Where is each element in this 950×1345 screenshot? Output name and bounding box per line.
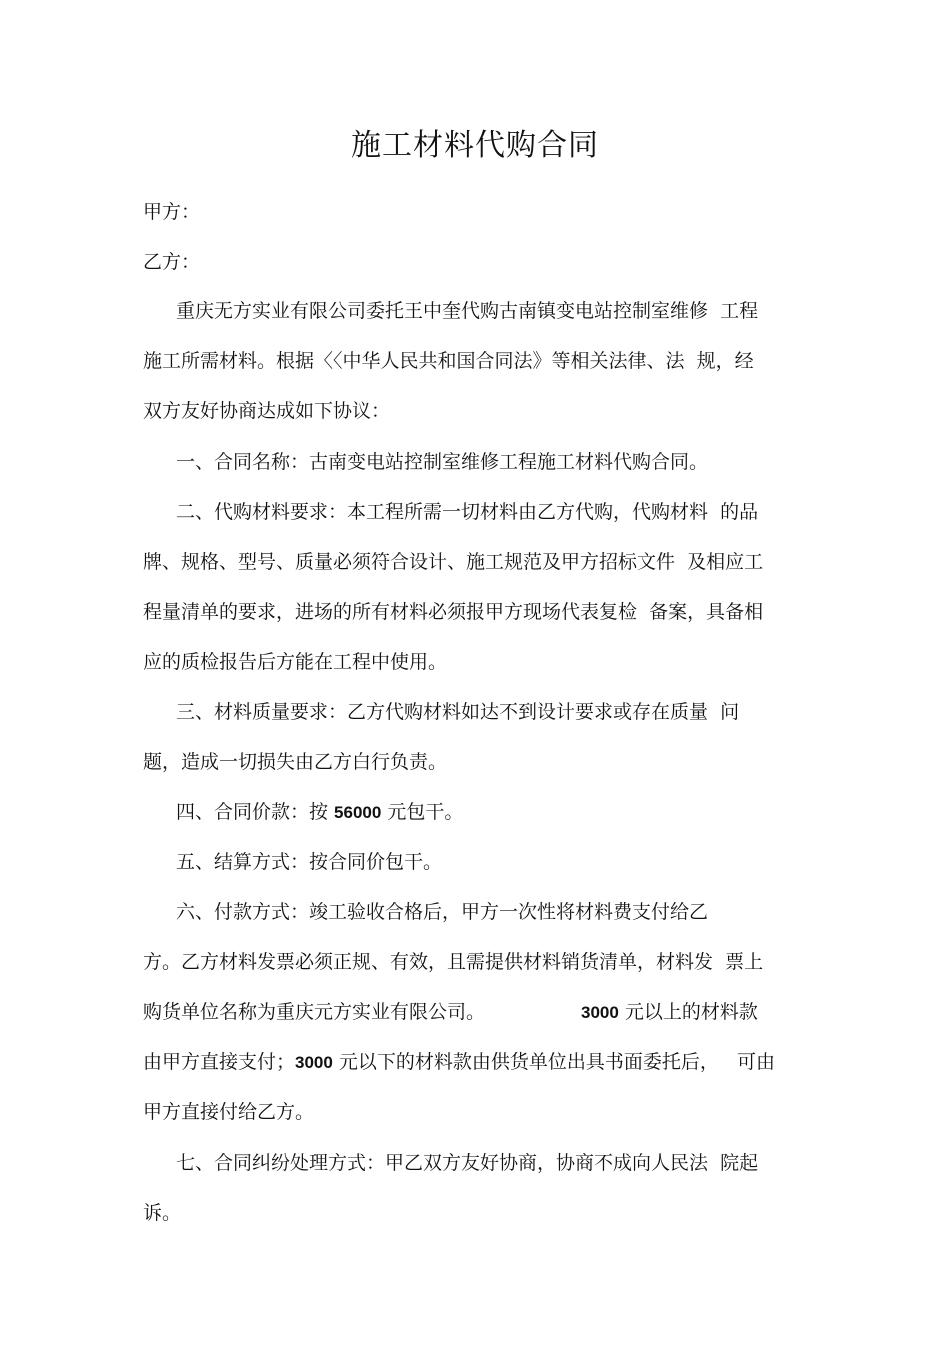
clause-6-line-3	[143, 998, 758, 1026]
threshold-amount-1-value: 3000	[581, 1003, 619, 1022]
clause-3-line-2: 题，造成一切损失由乙方白行负责。	[143, 751, 448, 773]
clause-6-line-4-text: 由甲方直接支付；	[143, 1051, 296, 1073]
clause-7-line-1: 七、合同纠纷处理方式：甲乙双方友好协商，协商不成向人民法 院起	[176, 1152, 759, 1174]
document-title: 施工材料代购合同	[351, 128, 599, 163]
clause-2-line-4: 应的质检报告后方能在工程中使用。	[143, 651, 448, 673]
clause-1: 一、合同名称：古南变电站控制室维修工程施工材料代购合同。	[176, 451, 709, 473]
clause-3-line-1: 三、材料质量要求：乙方代购材料如达不到设计要求或存在质量 问	[176, 701, 740, 723]
clause-2-line-2: 牌、规格、型号、质量必须符合设计、施工规范及甲方招标文件 及相应工	[143, 551, 764, 573]
party-b-label: 乙方：	[143, 251, 201, 273]
clause-2-line-3: 程量清单的要求，进场的所有材料必须报甲方现场代表复检 备案，具备相	[143, 601, 764, 623]
intro-line-1: 重庆无方实业有限公司委托王中奎代购古南镇变电站控制室维修 工程	[176, 300, 759, 322]
threshold-amount-1	[581, 998, 758, 1027]
intro-line-2: 施工所需材料。根据〈〈中华人民共和国合同法》等相关法律、法 规，经	[143, 350, 754, 372]
clause-2-line-1: 二、代购材料要求：本工程所需一切材料由乙方代购，代购材料 的品	[176, 501, 759, 523]
contract-amount: 56000	[334, 803, 382, 822]
clause-6-line-5: 甲方直接付给乙方。	[143, 1101, 315, 1123]
intro-line-3: 双方友好协商达成如下协议：	[143, 400, 391, 422]
clause-5: 五、结算方式：按合同价包干。	[176, 851, 443, 873]
party-a-label: 甲方：	[143, 201, 201, 223]
clause-4-suffix: 元包干。	[381, 801, 464, 823]
threshold-amount-1-text: 元以上的材料款	[618, 1001, 758, 1023]
clause-4	[176, 798, 463, 827]
clause-6-line-2: 方。乙方材料发票必须正规、有效，且需提供材料销货清单，材料发 票上	[143, 951, 764, 973]
clause-6-line-4-rest: 元以下的材料款由供货单位出具书面委托后， 可由	[332, 1051, 776, 1073]
clause-7-line-2: 诉。	[143, 1202, 182, 1224]
clause-6-line-4	[143, 1048, 775, 1077]
clause-4-prefix: 四、合同价款：按	[176, 801, 335, 823]
clause-6-line-1: 六、付款方式：竣工验收合格后，甲方一次性将材料费支付给乙	[176, 901, 709, 923]
threshold-amount-2: 3000	[295, 1053, 333, 1072]
clause-6-line-3-text: 购货单位名称为重庆元方实业有限公司。	[143, 1001, 486, 1023]
